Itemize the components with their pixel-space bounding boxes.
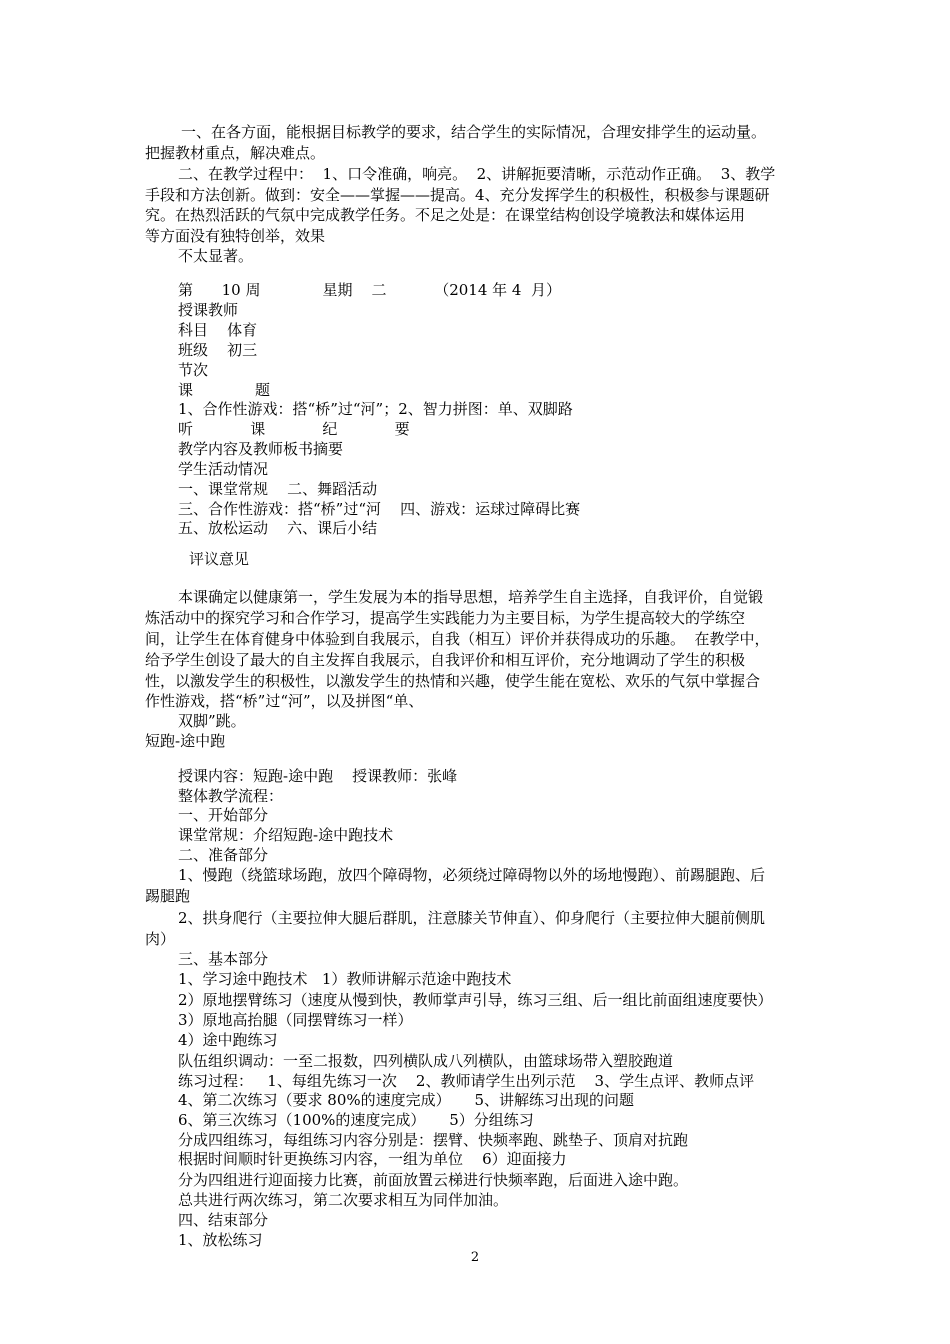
text-line: 手段和方法创新。做到：安全——掌握——提高。4、充分发挥学生的积极性，积极参与课题研 — [145, 186, 770, 204]
text-line: 性，以激发学生的积极性，以激发学生的热情和兴趣，使学生能在宽松、欢乐的气氛中掌握合 — [145, 672, 761, 690]
text-line: 把握教材重点，解决难点。 — [145, 144, 326, 162]
section-heading: 短跑-途中跑 — [145, 732, 226, 750]
text-line: 一、在各方面，能根据目标教学的要求，结合学生的实际情况，合理安排学生的运动量。 — [181, 123, 767, 141]
text-line: 二、在教学过程中： 1、口令准确，响亮。 2、讲解扼要清晰，示范动作正确。 3、教学 — [178, 165, 776, 183]
text-line: 分为四组进行迎面接力比赛，前面放置云梯进行快频率跑，后面进入途中跑。 — [178, 1171, 689, 1189]
text-line: 课堂常规：介绍短跑-途中跑技术 — [178, 826, 394, 844]
text-line: 五、放松运动 六、课后小结 — [178, 519, 378, 537]
text-line: 肉） — [145, 930, 176, 948]
text-line: 踢腿跑 — [145, 887, 191, 905]
text-line: 间，让学生在体育健身中体验到自我展示，自我（相互）评价并获得成功的乐趣。 在教学中， — [145, 630, 770, 648]
text-line: 整体教学流程： — [178, 787, 284, 805]
text-line: 班级 初三 — [178, 341, 258, 359]
text-line: 节次 — [178, 361, 209, 379]
text-line: 究。在热烈活跃的气氛中完成教学任务。不足之处是：在课堂结构创设学境教法和媒体运用 — [145, 206, 746, 224]
text-line: 队伍组织调动：一至二报数，四列横队成八列横队，由篮球场带入塑胶跑道 — [178, 1052, 674, 1070]
text-line: 1、合作性游戏：搭“桥”过“河”；2、智力拼图：单、双脚路 — [178, 400, 573, 418]
text-line: 四、结束部分 — [178, 1211, 269, 1229]
text-line: 授课内容：短跑-途中跑 授课教师：张峰 — [178, 767, 458, 785]
text-line: 授课教师 — [178, 301, 239, 319]
text-line: 一、开始部分 — [178, 806, 269, 824]
week-line: 第 10 周 星期 二 （2014 年 4 月） — [178, 281, 561, 299]
text-line: 科目 体育 — [178, 321, 258, 339]
text-line: 给予学生创设了最大的自主发挥自我展示，自我评价和相互评价，充分地调动了学生的积极 — [145, 651, 746, 669]
text-line: 作性游戏，搭“桥”过“河”，以及拼图“单、 — [145, 692, 424, 710]
text-line: 教学内容及教师板书摘要 — [178, 440, 344, 458]
text-line: 等方面没有独特创举，效果 — [145, 227, 326, 245]
text-line: 根据时间顺时针更换练习内容，一组为单位 6）迎面接力 — [178, 1150, 567, 1168]
text-line: 2）原地摆臂练习（速度从慢到快，教师掌声引导，练习三组、后一组比前面组速度要快） — [178, 991, 773, 1009]
text-line: 6、第三次练习（100%的速度完成） 5）分组练习 — [178, 1111, 534, 1129]
text-line: 练习过程： 1、每组先练习一次 2、教师请学生出列示范 3、学生点评、教师点评 — [178, 1072, 755, 1090]
text-line: 本课确定以健康第一，学生发展为本的指导思想，培养学生自主选择，自我评价，自觉锻 — [178, 588, 764, 606]
text-line: 二、准备部分 — [178, 846, 269, 864]
section-heading: 评议意见 — [189, 550, 250, 568]
text-line: 一、课堂常规 二、舞蹈活动 — [178, 480, 378, 498]
text-line: 分成四组练习，每组练习内容分别是：摆臂、快频率跑、跳垫子、顶肩对抗跑 — [178, 1131, 689, 1149]
text-line: 1、学习途中跑技术 1）教师讲解示范途中跑技术 — [178, 970, 512, 988]
text-line: 3）原地高抬腿（同摆臂练习一样） — [178, 1011, 413, 1029]
text-line: 双脚”跳。 — [178, 712, 246, 730]
text-line: 三、基本部分 — [178, 950, 269, 968]
text-line: 1、放松练习 — [178, 1231, 263, 1249]
text-line: 总共进行两次练习，第二次要求相互为同伴加油。 — [178, 1191, 509, 1209]
page-number: 2 — [470, 1250, 480, 1265]
text-line: 4、第二次练习（要求 80%的速度完成） 5、讲解练习出现的问题 — [178, 1091, 635, 1109]
text-line: 2、拱身爬行（主要拉伸大腿后群肌，注意膝关节伸直）、仰身爬行（主要拉伸大腿前侧肌 — [178, 909, 766, 927]
text-line: 1、慢跑（绕篮球场跑，放四个障碍物，必须绕过障碍物以外的场地慢跑）、前踢腿跑、后 — [178, 866, 766, 884]
text-line: 学生活动情况 — [178, 460, 269, 478]
text-line: 不太显著。 — [178, 247, 254, 265]
text-line: 课 题 — [178, 381, 270, 399]
text-line: 听 课 纪 要 — [178, 420, 410, 438]
text-line: 炼活动中的探究学习和合作学习，提高学生实践能力为主要目标，为学生提高较大的学练空 — [145, 609, 746, 627]
text-line: 三、合作性游戏：搭“桥”过“河 四、游戏：运球过障碍比赛 — [178, 500, 581, 518]
text-line: 4）途中跑练习 — [178, 1031, 278, 1049]
